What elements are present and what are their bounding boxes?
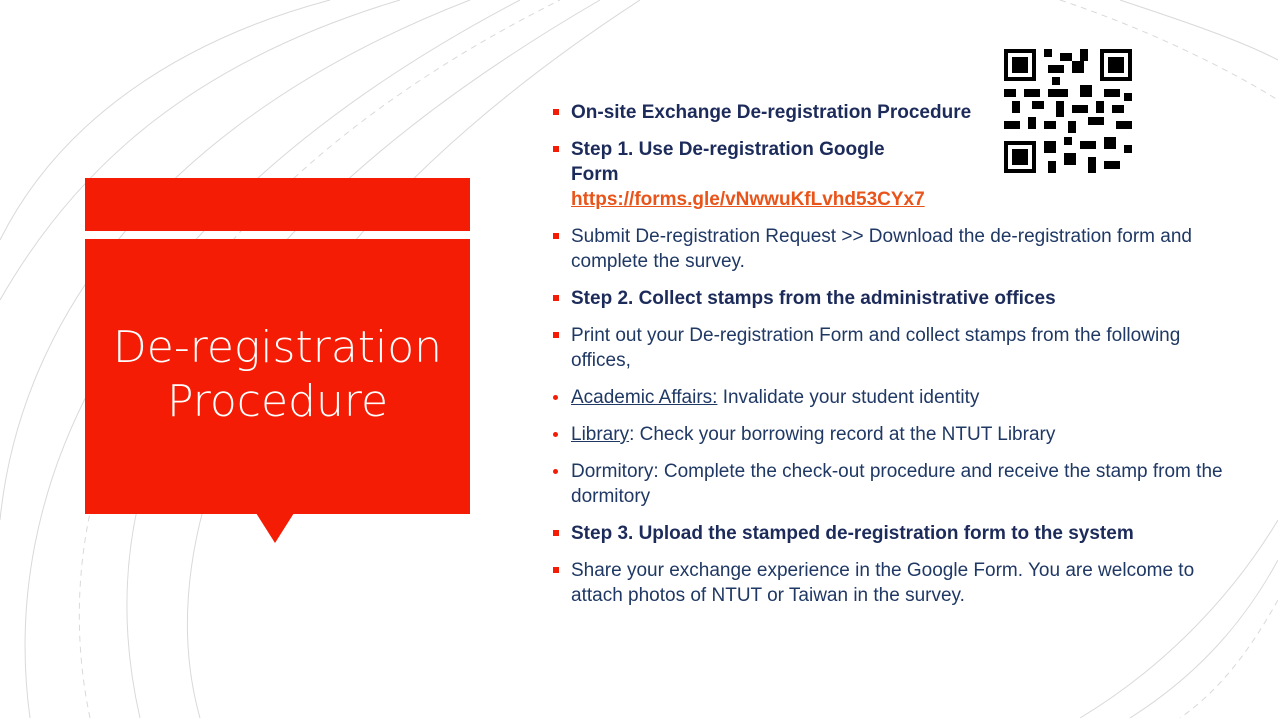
google-form-link[interactable]: https://forms.gle/vNwwuKfLvhd53CYx7 [571, 189, 925, 210]
list-item [553, 323, 1233, 373]
list-item [553, 459, 1233, 509]
procedure-list [553, 100, 1233, 620]
list-item [553, 385, 1233, 410]
list-item [553, 137, 1233, 212]
step-1-detail: Submit De-registration Request >> Download the de-registration form and complete the survey. [571, 226, 1192, 272]
list-item [553, 100, 1233, 125]
list-item [553, 422, 1233, 447]
slide-title-line-2: Procedure [166, 375, 389, 427]
step-2-detail: Print out your De-registration Form and collect stamps from the following offices, [571, 325, 1181, 371]
slide-title [113, 321, 442, 429]
step-3-detail: Share your exchange experience in the Google Form. You are welcome to attach photos of NTUT or Taiwan in the survey. [571, 560, 1195, 606]
library-text: : Check your borrowing record at the NTUT Library [629, 424, 1056, 445]
library-link[interactable]: Library [571, 424, 630, 445]
step-2-heading: Step 2. Collect stamps from the administrative offices [571, 288, 1056, 309]
list-item [553, 224, 1233, 274]
section-heading: On-site Exchange De-registration Procedure [571, 102, 972, 123]
list-item [553, 286, 1233, 311]
list-item [553, 521, 1233, 546]
title-accent-bar [85, 178, 470, 231]
dormitory-text: Dormitory: Complete the check-out procedure and receive the stamp from the dormitory [571, 461, 1223, 507]
academic-affairs-link[interactable]: Academic Affairs: [571, 387, 718, 408]
title-pointer [256, 513, 294, 543]
step-1-heading: Step 1. Use De-registration Google Form [571, 139, 885, 185]
title-box [85, 239, 470, 514]
step-3-heading: Step 3. Upload the stamped de-registration form to the system [571, 523, 1134, 544]
list-item [553, 558, 1233, 608]
academic-affairs-text: Invalidate your student identity [717, 387, 980, 408]
slide-title-line-1: De-registration [112, 321, 443, 373]
